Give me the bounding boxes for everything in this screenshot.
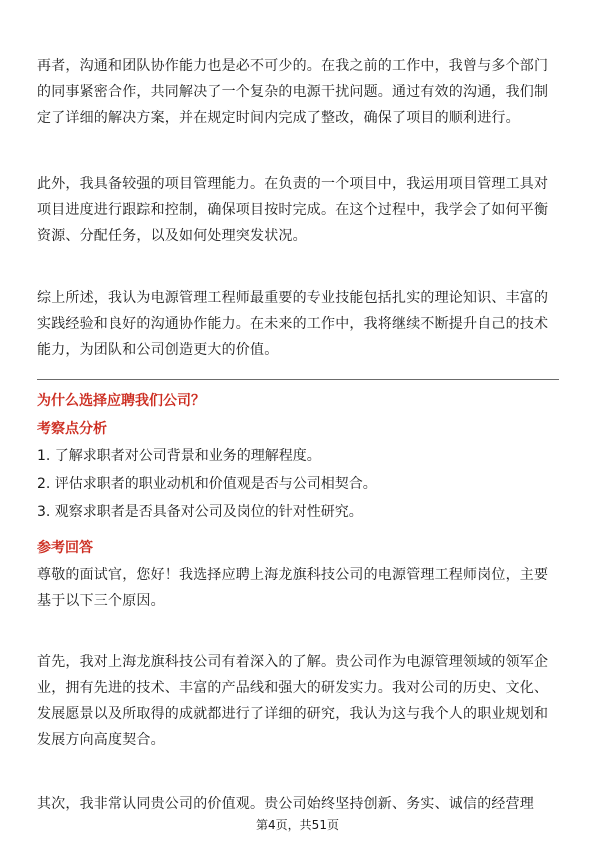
- text-line: 首先，我对上海龙旗科技公司有着深入的了解。贵公司作为电源管理领域的领军企: [37, 654, 549, 670]
- paragraph-teamwork: [37, 53, 562, 131]
- text-line: 能力，为团队和公司创造更大的价值。: [37, 342, 279, 358]
- text-line: 基于以下三个原因。: [37, 593, 165, 609]
- answer-paragraph-second-reason: [37, 791, 562, 817]
- text-line: 此外，我具备较强的项目管理能力。在负责的一个项目中，我运用项目管理工具对: [37, 176, 549, 192]
- analysis-item: 2. 评估求职者的职业动机和价值观是否与公司相契合。: [37, 476, 377, 492]
- analysis-item: 1. 了解求职者对公司背景和业务的理解程度。: [37, 448, 321, 464]
- text-line: 的同事紧密合作，共同解决了一个复杂的电源干扰问题。通过有效的沟通，我们制: [37, 84, 549, 100]
- analysis-item: 3. 观察求职者是否具备对公司及岗位的针对性研究。: [37, 504, 363, 520]
- text-line: 项目进度进行跟踪和控制，确保项目按时完成。在这个过程中，我学会了如何平衡: [37, 202, 549, 218]
- text-line: 业，拥有先进的技术、丰富的产品线和强大的研发实力。我对公司的历史、文化、: [37, 680, 549, 696]
- text-line: 再者，沟通和团队协作能力也是必不可少的。在我之前的工作中，我曾与多个部门: [37, 58, 549, 74]
- paragraph-project-management: [37, 171, 562, 249]
- analysis-heading: 考察点分析: [37, 421, 107, 437]
- text-line: 实践经验和良好的沟通协作能力。在未来的工作中，我将继续不断提升自己的技术: [37, 316, 549, 332]
- page-number: 第4页，共51页: [256, 818, 339, 832]
- paragraph-summary: [37, 285, 562, 363]
- answer-heading: 参考回答: [37, 540, 93, 556]
- answer-paragraph-intro: [37, 562, 562, 614]
- text-line: 发展方向高度契合。: [37, 732, 165, 748]
- text-line: 资源、分配任务，以及如何处理突发状况。: [37, 228, 307, 244]
- text-line: 定了详细的解决方案，并在规定时间内完成了整改，确保了项目的顺利进行。: [37, 110, 520, 126]
- text-line: 尊敬的面试官，您好！我选择应聘上海龙旗科技公司的电源管理工程师岗位，主要: [37, 567, 549, 583]
- question-heading: 为什么选择应聘我们公司？: [37, 393, 205, 409]
- answer-paragraph-first-reason: [37, 649, 562, 753]
- text-line: 发展愿景以及所取得的成就都进行了详细的研究，我认为这与我个人的职业规划和: [37, 706, 549, 722]
- text-line: 综上所述，我认为电源管理工程师最重要的专业技能包括扎实的理论知识、丰富的: [37, 290, 549, 306]
- section-divider: [37, 379, 559, 380]
- text-line: 其次，我非常认同贵公司的价值观。贵公司始终坚持创新、务实、诚信的经营理: [37, 796, 534, 812]
